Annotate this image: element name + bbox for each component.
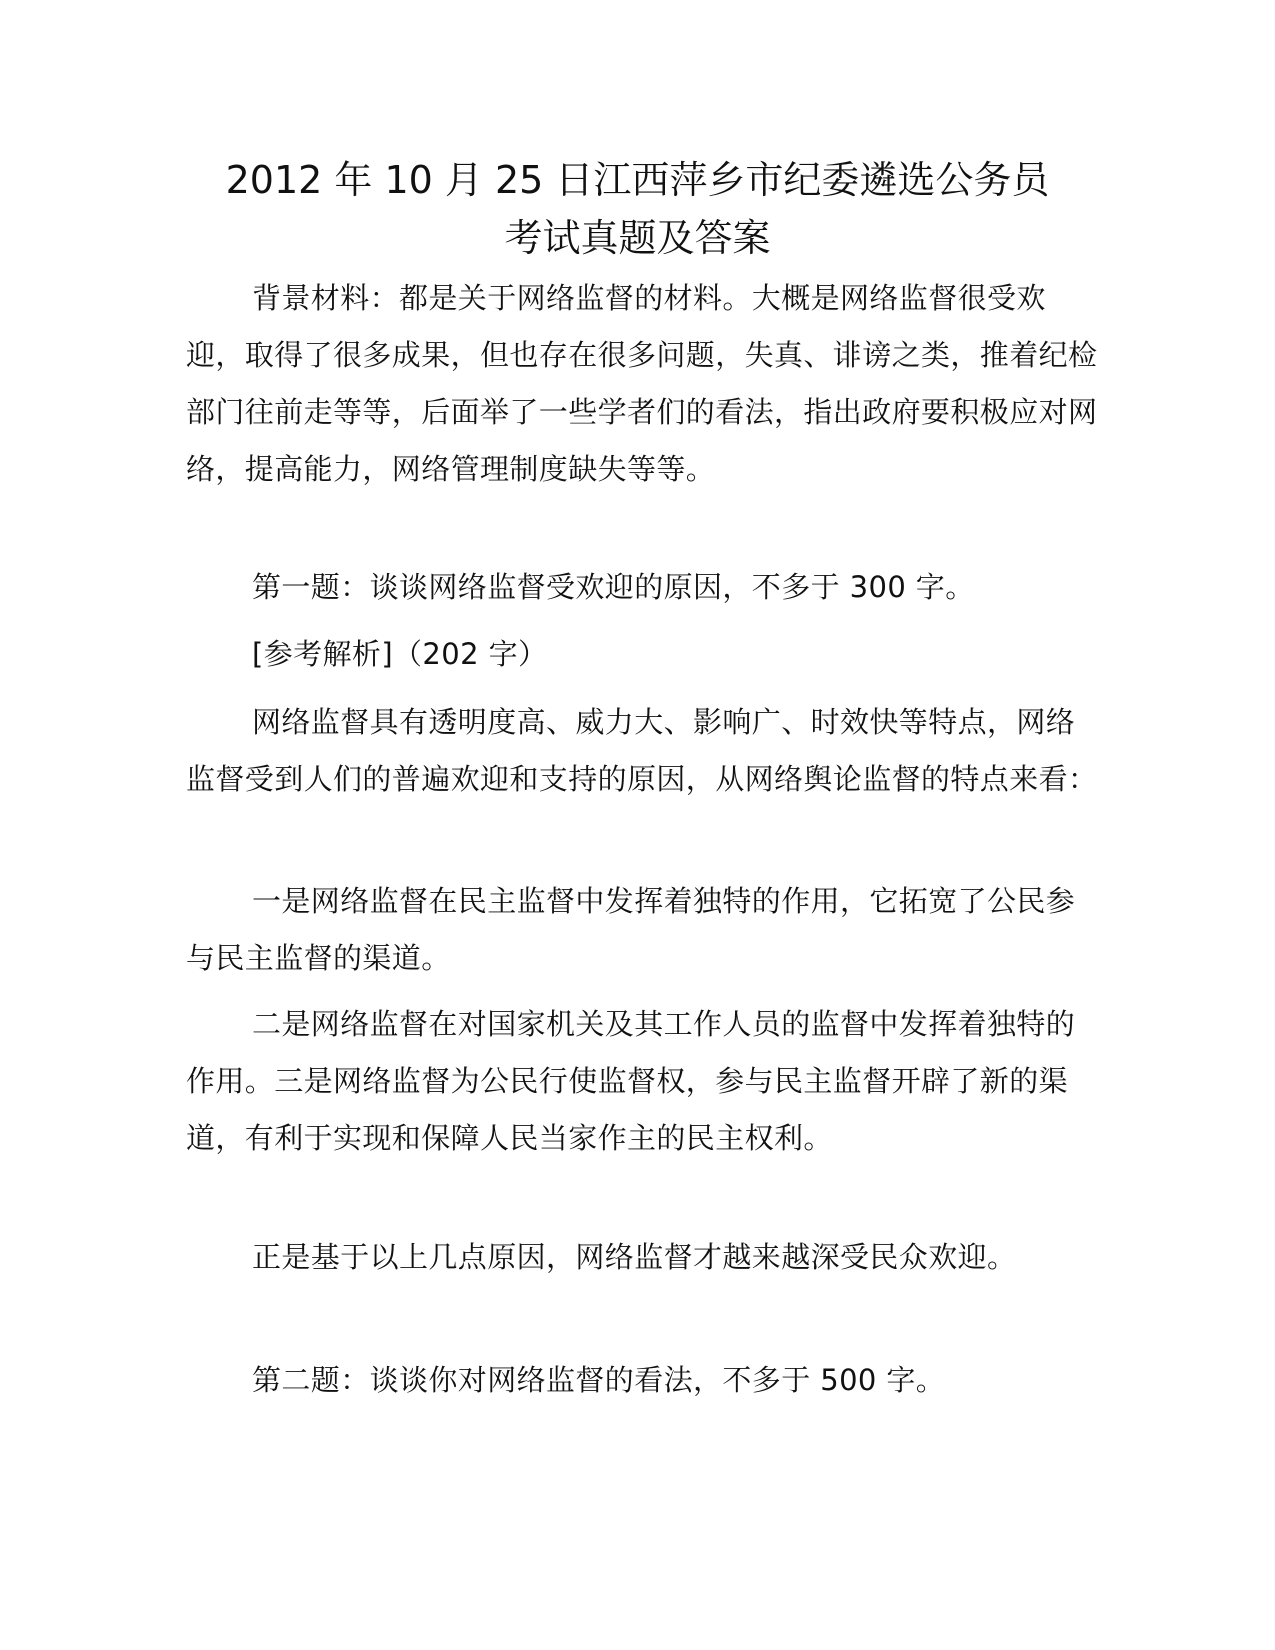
paragraph-question-2: 第二题：谈谈你对网络监督的看法，不多于 500 字。 [252,1363,946,1397]
document-title-line-2: 考试真题及答案 [504,216,771,260]
paragraph-background: 背景材料：都是关于网络监督的材料。大概是网络监督很受欢迎，取得了很多成果，但也存在很多问题，失真、诽谤之类，推着纪检部门往前走等等，后面举了一些学者们的看法，指出政府要积极应对网络，提高能力，网络管理制度缺失等等。 [186,281,1098,486]
paragraph-points-2-3: 二是网络监督在对国家机关及其工作人员的监督中发挥着独特的作用。三是网络监督为公民行使监督权，参与民主监督开辟了新的渠道，有利于实现和保障人民当家作主的民主权利。 [186,1007,1076,1155]
paragraph-reference-heading: [参考解析]（202 字） [252,637,548,671]
paragraph-point-1: 一是网络监督在民主监督中发挥着独特的作用，它拓宽了公民参与民主监督的渠道。 [186,884,1076,975]
document-title-line-1: 2012 年 10 月 25 日江西萍乡市纪委遴选公务员 [225,158,1050,202]
paragraph-answer-intro: 网络监督具有透明度高、威力大、影响广、时效快等特点，网络监督受到人们的普遍欢迎和支持的原因，从网络舆论监督的特点来看： [186,705,1098,796]
paragraph-conclusion: 正是基于以上几点原因，网络监督才越来越深受民众欢迎。 [252,1240,1017,1274]
paragraph-question-1: 第一题：谈谈网络监督受欢迎的原因，不多于 300 字。 [252,570,975,604]
